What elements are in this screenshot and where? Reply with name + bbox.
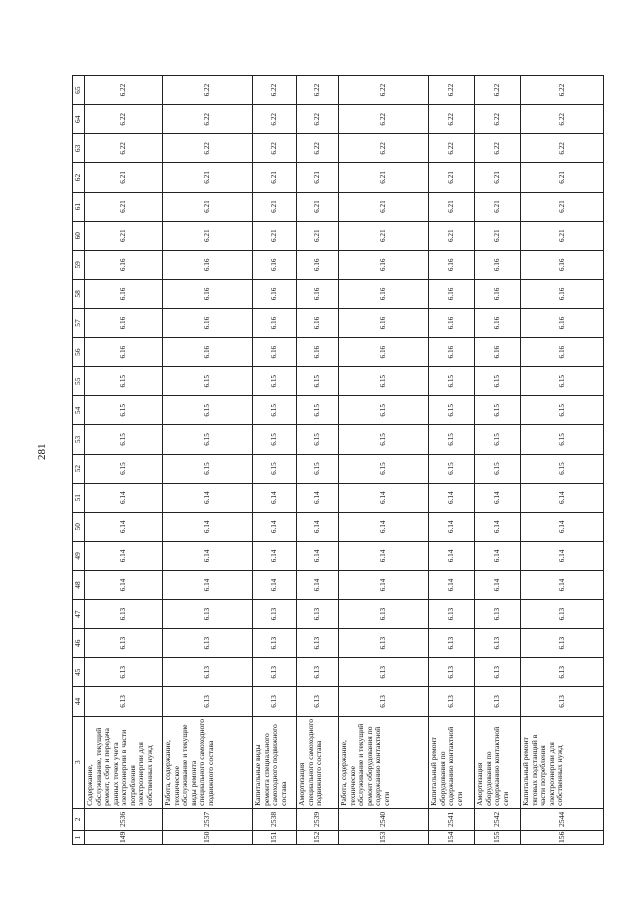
- value-cell: 6.13: [85, 658, 163, 687]
- row-description: Амортизация специального самоходного подвижного состава: [297, 716, 339, 808]
- value-cell: 6.22: [475, 76, 521, 105]
- column-header: 50: [73, 512, 85, 541]
- value-cell: 6.15: [85, 454, 163, 483]
- value-cell: 6.15: [475, 396, 521, 425]
- value-cell: 6.13: [253, 600, 297, 629]
- row-description: Амортизация оборудования по содержанию контактной сети: [475, 716, 521, 808]
- value-cell: 6.15: [163, 396, 253, 425]
- value-cell: 6.15: [339, 454, 429, 483]
- row-number: 155: [475, 830, 521, 844]
- value-cell: 6.13: [429, 600, 475, 629]
- value-cell: 6.21: [85, 221, 163, 250]
- value-cell: 6.14: [475, 541, 521, 570]
- row-code: 2544: [521, 808, 604, 830]
- column-header: 45: [73, 658, 85, 687]
- value-cell: 6.22: [253, 76, 297, 105]
- value-cell: 6.16: [85, 308, 163, 337]
- value-cell: 6.14: [429, 483, 475, 512]
- value-cell: 6.21: [475, 163, 521, 192]
- row-number: 150: [163, 830, 253, 844]
- column-header: 49: [73, 541, 85, 570]
- value-cell: 6.14: [521, 483, 604, 512]
- value-cell: 6.14: [85, 512, 163, 541]
- value-cell: 6.16: [429, 279, 475, 308]
- value-cell: 6.21: [339, 221, 429, 250]
- value-cell: 6.16: [521, 250, 604, 279]
- column-header: 56: [73, 338, 85, 367]
- value-cell: 6.16: [163, 250, 253, 279]
- value-cell: 6.13: [163, 687, 253, 716]
- value-cell: 6.13: [475, 658, 521, 687]
- value-cell: 6.13: [163, 658, 253, 687]
- value-cell: 6.15: [297, 425, 339, 454]
- column-header: 63: [73, 134, 85, 163]
- value-cell: 6.14: [297, 541, 339, 570]
- value-cell: 6.15: [85, 396, 163, 425]
- value-cell: 6.21: [297, 221, 339, 250]
- column-header: 55: [73, 367, 85, 396]
- value-cell: 6.13: [521, 600, 604, 629]
- row-code: 2540: [339, 808, 429, 830]
- value-cell: 6.22: [253, 105, 297, 134]
- table-row: [85, 76, 163, 845]
- value-cell: 6.21: [521, 221, 604, 250]
- column-header: 44: [73, 687, 85, 716]
- table-row: [521, 76, 604, 845]
- value-cell: 6.21: [521, 192, 604, 221]
- value-cell: 6.15: [297, 396, 339, 425]
- column-header: 3: [73, 716, 85, 808]
- value-cell: 6.13: [429, 687, 475, 716]
- value-cell: 6.14: [85, 570, 163, 599]
- value-cell: 6.14: [163, 541, 253, 570]
- column-header: 53: [73, 425, 85, 454]
- value-cell: 6.22: [163, 134, 253, 163]
- row-code: 2539: [297, 808, 339, 830]
- value-cell: 6.13: [475, 687, 521, 716]
- value-cell: 6.16: [339, 338, 429, 367]
- column-header: 65: [73, 76, 85, 105]
- value-cell: 6.14: [253, 512, 297, 541]
- value-cell: 6.16: [429, 250, 475, 279]
- value-cell: 6.14: [297, 483, 339, 512]
- value-cell: 6.16: [85, 250, 163, 279]
- value-cell: 6.15: [163, 454, 253, 483]
- value-cell: 6.14: [163, 512, 253, 541]
- value-cell: 6.22: [85, 105, 163, 134]
- value-cell: 6.21: [163, 192, 253, 221]
- value-cell: 6.16: [163, 308, 253, 337]
- value-cell: 6.16: [297, 250, 339, 279]
- value-cell: 6.15: [339, 396, 429, 425]
- value-cell: 6.21: [163, 221, 253, 250]
- value-cell: 6.16: [163, 338, 253, 367]
- column-header: 57: [73, 308, 85, 337]
- value-cell: 6.16: [429, 338, 475, 367]
- value-cell: 6.14: [339, 483, 429, 512]
- value-cell: 6.15: [163, 367, 253, 396]
- value-cell: 6.21: [163, 163, 253, 192]
- value-cell: 6.22: [163, 76, 253, 105]
- value-cell: 6.16: [521, 308, 604, 337]
- column-header: 62: [73, 163, 85, 192]
- column-header: 52: [73, 454, 85, 483]
- value-cell: 6.16: [85, 279, 163, 308]
- value-cell: 6.13: [475, 600, 521, 629]
- value-cell: 6.16: [163, 279, 253, 308]
- value-cell: 6.13: [429, 629, 475, 658]
- value-cell: 6.22: [297, 105, 339, 134]
- value-cell: 6.15: [85, 367, 163, 396]
- value-cell: 6.21: [85, 163, 163, 192]
- value-cell: 6.14: [521, 570, 604, 599]
- value-cell: 6.13: [339, 687, 429, 716]
- value-cell: 6.21: [429, 221, 475, 250]
- row-number: 153: [339, 830, 429, 844]
- page-number: 281: [36, 443, 48, 461]
- value-cell: 6.21: [85, 192, 163, 221]
- value-cell: 6.16: [521, 338, 604, 367]
- value-cell: 6.16: [521, 279, 604, 308]
- value-cell: 6.22: [521, 105, 604, 134]
- value-cell: 6.16: [253, 338, 297, 367]
- value-cell: 6.13: [521, 687, 604, 716]
- row-number: 156: [521, 830, 604, 844]
- value-cell: 6.15: [429, 396, 475, 425]
- value-cell: 6.14: [85, 483, 163, 512]
- column-header: 60: [73, 221, 85, 250]
- value-cell: 6.14: [521, 541, 604, 570]
- value-cell: 6.13: [297, 687, 339, 716]
- row-description: Капитальный ремонт тяговых подстанций в части потребления электроэнергии для собственных нужд: [521, 716, 604, 808]
- column-header: 59: [73, 250, 85, 279]
- value-cell: 6.22: [429, 105, 475, 134]
- value-cell: 6.21: [429, 163, 475, 192]
- value-cell: 6.15: [339, 367, 429, 396]
- value-cell: 6.21: [297, 192, 339, 221]
- column-header: 1: [73, 830, 85, 844]
- row-description: Капитальный ремонт оборудования по содержанию контактной сети: [429, 716, 475, 808]
- value-cell: 6.15: [521, 396, 604, 425]
- value-cell: 6.15: [475, 367, 521, 396]
- value-cell: 6.15: [253, 425, 297, 454]
- value-cell: 6.14: [85, 541, 163, 570]
- value-cell: 6.21: [521, 163, 604, 192]
- value-cell: 6.13: [297, 600, 339, 629]
- table-row: [339, 76, 429, 845]
- value-cell: 6.22: [429, 76, 475, 105]
- value-cell: 6.15: [339, 425, 429, 454]
- row-code: 2542: [475, 808, 521, 830]
- column-header: 46: [73, 629, 85, 658]
- value-cell: 6.16: [475, 279, 521, 308]
- value-cell: 6.21: [253, 221, 297, 250]
- value-cell: 6.13: [339, 600, 429, 629]
- row-description: Работа, содержание, техническое обслуживание и текущий ремонт оборудования по содержанию контактной сети: [339, 716, 429, 808]
- value-cell: 6.16: [297, 279, 339, 308]
- value-cell: 6.15: [253, 396, 297, 425]
- value-cell: 6.14: [475, 483, 521, 512]
- value-cell: 6.21: [475, 221, 521, 250]
- value-cell: 6.21: [297, 163, 339, 192]
- column-header: 51: [73, 483, 85, 512]
- value-cell: 6.13: [163, 629, 253, 658]
- value-cell: 6.14: [339, 541, 429, 570]
- value-cell: 6.13: [297, 658, 339, 687]
- value-cell: 6.22: [475, 134, 521, 163]
- value-cell: 6.15: [253, 367, 297, 396]
- value-cell: 6.22: [339, 134, 429, 163]
- value-cell: 6.15: [521, 367, 604, 396]
- table-row: [429, 76, 475, 845]
- row-description: Работа, содержание, техническое обслуживание и текущие виды ремонта специального самоходного подвижного состава: [163, 716, 253, 808]
- row-description: Содержание, обслуживание, текущий ремонт, сбор и передача данных точек учета электроэнергии в части потребления электроэнергии для собственных нужд: [85, 716, 163, 808]
- value-cell: 6.13: [475, 629, 521, 658]
- value-cell: 6.14: [163, 483, 253, 512]
- rotated-table-container: [72, 75, 602, 845]
- value-cell: 6.13: [253, 687, 297, 716]
- value-cell: 6.13: [521, 629, 604, 658]
- value-cell: 6.13: [253, 629, 297, 658]
- value-cell: 6.15: [85, 425, 163, 454]
- value-cell: 6.14: [521, 512, 604, 541]
- value-cell: 6.14: [339, 512, 429, 541]
- value-cell: 6.22: [521, 134, 604, 163]
- value-cell: 6.15: [163, 425, 253, 454]
- value-cell: 6.22: [339, 105, 429, 134]
- value-cell: 6.16: [297, 338, 339, 367]
- value-cell: 6.14: [253, 541, 297, 570]
- value-cell: 6.13: [429, 658, 475, 687]
- value-cell: 6.14: [297, 512, 339, 541]
- value-cell: 6.16: [475, 250, 521, 279]
- value-cell: 6.21: [253, 163, 297, 192]
- value-cell: 6.16: [339, 250, 429, 279]
- column-header: 48: [73, 570, 85, 599]
- value-cell: 6.14: [429, 570, 475, 599]
- value-cell: 6.22: [475, 105, 521, 134]
- value-cell: 6.22: [85, 76, 163, 105]
- table-row: [297, 76, 339, 845]
- value-cell: 6.22: [521, 76, 604, 105]
- value-cell: 6.22: [253, 134, 297, 163]
- value-cell: 6.14: [253, 570, 297, 599]
- value-cell: 6.22: [339, 76, 429, 105]
- header-row: [73, 76, 85, 845]
- value-cell: 6.21: [429, 192, 475, 221]
- value-cell: 6.13: [339, 629, 429, 658]
- row-number: 149: [85, 830, 163, 844]
- value-cell: 6.13: [521, 658, 604, 687]
- column-header: 61: [73, 192, 85, 221]
- value-cell: 6.15: [475, 425, 521, 454]
- value-cell: 6.14: [297, 570, 339, 599]
- value-cell: 6.15: [429, 454, 475, 483]
- value-cell: 6.13: [85, 600, 163, 629]
- column-header: 64: [73, 105, 85, 134]
- value-cell: 6.14: [339, 570, 429, 599]
- value-cell: 6.16: [475, 308, 521, 337]
- value-cell: 6.15: [475, 454, 521, 483]
- row-code: 2538: [253, 808, 297, 830]
- value-cell: 6.21: [253, 192, 297, 221]
- table-row: [253, 76, 297, 845]
- value-cell: 6.22: [297, 134, 339, 163]
- value-cell: 6.15: [297, 454, 339, 483]
- value-cell: 6.15: [429, 367, 475, 396]
- value-cell: 6.22: [297, 76, 339, 105]
- row-number: 151: [253, 830, 297, 844]
- value-cell: 6.16: [297, 308, 339, 337]
- value-cell: 6.16: [475, 338, 521, 367]
- value-cell: 6.16: [339, 279, 429, 308]
- value-cell: 6.13: [253, 658, 297, 687]
- column-header: 2: [73, 808, 85, 830]
- row-number: 154: [429, 830, 475, 844]
- tariff-table: [72, 75, 604, 845]
- value-cell: 6.13: [163, 600, 253, 629]
- table-row: [163, 76, 253, 845]
- value-cell: 6.14: [429, 512, 475, 541]
- row-code: 2537: [163, 808, 253, 830]
- value-cell: 6.22: [163, 105, 253, 134]
- column-header: 47: [73, 600, 85, 629]
- value-cell: 6.14: [475, 512, 521, 541]
- value-cell: 6.15: [521, 425, 604, 454]
- value-cell: 6.15: [429, 425, 475, 454]
- value-cell: 6.16: [429, 308, 475, 337]
- row-description: Капитальные виды ремонта специального самоходного подвижного состава: [253, 716, 297, 808]
- value-cell: 6.16: [253, 308, 297, 337]
- row-code: 2541: [429, 808, 475, 830]
- value-cell: 6.14: [253, 483, 297, 512]
- value-cell: 6.14: [163, 570, 253, 599]
- row-number: 152: [297, 830, 339, 844]
- value-cell: 6.13: [85, 687, 163, 716]
- value-cell: 6.13: [297, 629, 339, 658]
- value-cell: 6.21: [339, 192, 429, 221]
- value-cell: 6.16: [339, 308, 429, 337]
- value-cell: 6.15: [253, 454, 297, 483]
- value-cell: 6.21: [475, 192, 521, 221]
- value-cell: 6.13: [339, 658, 429, 687]
- value-cell: 6.16: [85, 338, 163, 367]
- column-header: 58: [73, 279, 85, 308]
- column-header: 54: [73, 396, 85, 425]
- value-cell: 6.14: [475, 570, 521, 599]
- row-code: 2536: [85, 808, 163, 830]
- value-cell: 6.22: [429, 134, 475, 163]
- value-cell: 6.15: [521, 454, 604, 483]
- value-cell: 6.16: [253, 279, 297, 308]
- table-row: [475, 76, 521, 845]
- value-cell: 6.14: [429, 541, 475, 570]
- value-cell: 6.13: [85, 629, 163, 658]
- value-cell: 6.15: [297, 367, 339, 396]
- value-cell: 6.16: [253, 250, 297, 279]
- value-cell: 6.21: [339, 163, 429, 192]
- value-cell: 6.22: [85, 134, 163, 163]
